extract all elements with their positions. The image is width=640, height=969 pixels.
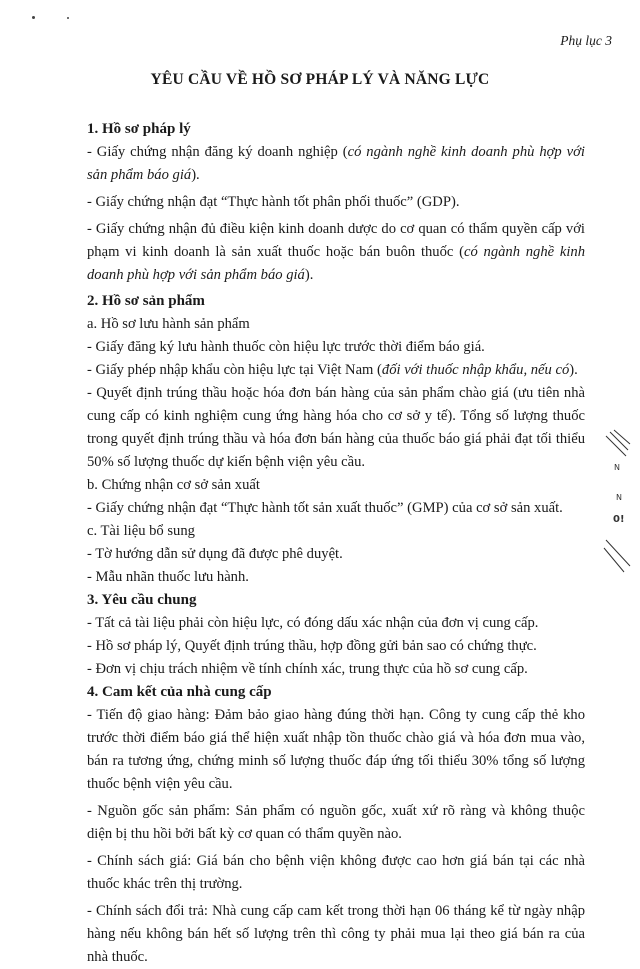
subheading-facility: b. Chứng nhận cơ sở sản xuất — [87, 477, 260, 493]
item-pharma-license: - Giấy chứng nhận đủ điều kiện kinh doanh dược do cơ quan có thẩm quyền cấp với phạm vi kinh doanh là sản xuất thuốc hoặc bán buôn thuốc (có ngành nghề kinh doanh phù hợp với sản phẩm báo giá). — [87, 221, 585, 283]
item-responsibility: - Đơn vị chịu trách nhiệm về tính chính xác, trung thực của hồ sơ cung cấp. — [87, 661, 528, 677]
stamp-marks — [600, 428, 634, 578]
section-heading-legal: 1. Hồ sơ pháp lý — [87, 121, 191, 137]
item-import-license: - Giấy phép nhập khẩu còn hiệu lực tại Việt Nam (đối với thuốc nhập khẩu, nếu có). — [87, 362, 578, 378]
section-heading-general: 3. Yêu cầu chung — [87, 592, 197, 608]
item-gdp: - Giấy chứng nhận đạt “Thực hành tốt phân phối thuốc” (GDP). — [87, 194, 460, 210]
page-stamp-fragment — [600, 428, 634, 578]
item-certified-copies: - Hồ sơ pháp lý, Quyết định trúng thầu, hợp đồng gửi bản sao có chứng thực. — [87, 638, 537, 654]
item-pricing: - Chính sách giá: Giá bán cho bệnh viện không được cao hơn giá bán tại các nhà thuốc khác trên thị trường. — [87, 853, 585, 892]
appendix-label: Phụ lục 3 — [560, 33, 612, 48]
svg-text:N: N — [614, 463, 620, 472]
item-returns: - Chính sách đổi trả: Nhà cung cấp cam kết trong thời hạn 06 tháng kể từ ngày nhập hàng nếu không bán hết số lượng trên thì công ty phải mua lại theo giá bán ra của nhà thuốc. — [87, 903, 585, 965]
item-label-sample: - Mẫu nhãn thuốc lưu hành. — [87, 569, 249, 585]
svg-text:0!: 0! — [613, 514, 625, 525]
item-delivery: - Tiến độ giao hàng: Đảm bảo giao hàng đúng thời hạn. Công ty cung cấp thẻ kho trước thời điểm báo giá thể hiện xuất nhập tồn thuốc chào giá và hóa đơn mua vào, bán ra tương ứng, chứng minh số lượng thuốc đáp ứng tối thiểu 30% tổng số lượng thuốc bệnh viện yêu cầu. — [87, 707, 585, 792]
scan-speck — [67, 17, 69, 19]
document-body — [87, 113, 585, 969]
item-origin: - Nguồn gốc sản phẩm: Sản phẩm có nguồn gốc, xuất xứ rõ ràng và không thuộc diện bị thu hồi bởi bất kỳ cơ quan có thẩm quyền nào. — [87, 803, 585, 842]
item-instructions: - Tờ hướng dẫn sử dụng đã được phê duyệt. — [87, 546, 343, 562]
item-validity: - Tất cả tài liệu phải còn hiệu lực, có đóng dấu xác nhận của đơn vị cung cấp. — [87, 615, 539, 631]
document-title: YÊU CẦU VỀ HỒ SƠ PHÁP LÝ VÀ NĂNG LỰC — [150, 71, 490, 88]
section-heading-commitment: 4. Cam kết của nhà cung cấp — [87, 684, 272, 700]
section-heading-product: 2. Hồ sơ sản phẩm — [87, 293, 205, 309]
item-gmp: - Giấy chứng nhận đạt “Thực hành tốt sản xuất thuốc” (GMP) của cơ sở sản xuất. — [87, 500, 563, 516]
item-business-registration: - Giấy chứng nhận đăng ký doanh nghiệp (có ngành nghề kinh doanh phù hợp với sản phẩm báo giá). — [87, 144, 585, 183]
subheading-supplementary: c. Tài liệu bổ sung — [87, 523, 195, 539]
svg-text:N: N — [616, 493, 622, 502]
scan-speck — [32, 16, 35, 19]
item-registration: - Giấy đăng ký lưu hành thuốc còn hiệu lực trước thời điểm báo giá. — [87, 339, 485, 355]
subheading-circulation: a. Hồ sơ lưu hành sản phẩm — [87, 316, 250, 332]
item-tender-decision: - Quyết định trúng thầu hoặc hóa đơn bán hàng của sản phẩm chào giá (ưu tiên nhà cung cấp có kinh nghiệm cung ứng hàng hóa cho cơ sở y tế). Tổng số lượng thuốc trong quyết định trúng thầu và hóa đơn bán hàng của thuốc báo giá phải đạt tối thiểu 50% số lượng thuốc dự kiến bệnh viện yêu cầu. — [87, 385, 585, 470]
